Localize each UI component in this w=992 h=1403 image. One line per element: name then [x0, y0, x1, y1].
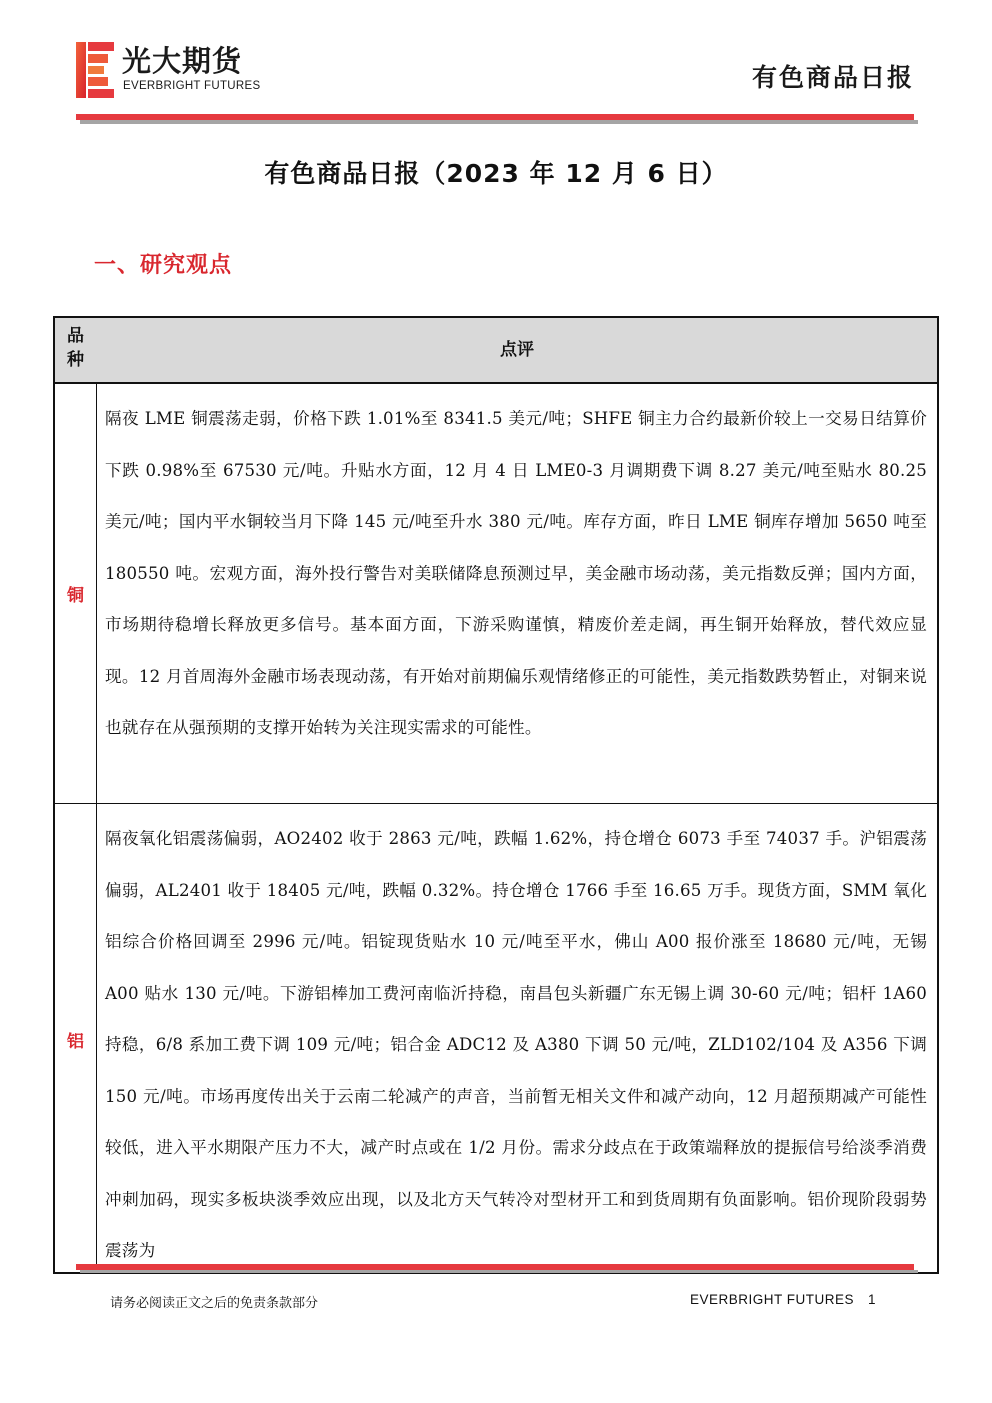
comment-cell: 隔夜氧化铝震荡偏弱，AO2402 收于 2863 元/吨，跌幅 1.62%，持仓增仓 6073 手至 74037 手。沪铝震荡偏弱，AL2401 收于 18405 元/吨，跌幅 0.32%。持仓增仓 1766 手至 16.65 万手。现货方面，SMM 氧化铝综合价格回调至 2996 元/吨。铝锭现货贴水 10 元/吨至平水，佛山 A00 报价涨至 18680 元/吨，无锡 A00 贴水 130 元/吨。下游铝棒加工费河南临沂持稳，南昌包头新疆广东无锡上调 30-60 元/吨；铝杆 1A60 持稳，6/8 系加工费下调 109 元/吨；铝合金 ADC12 及 A380 下调 50 元/吨，ZLD102/104 及 A356 下调 150 元/吨。市场再度传出关于云南二轮减产的声音，当前暂无相关文件和减产动向，12 月超预期减产可能性较低，进入平水期限产压力不大，减产时点或在 1/2 月份。需求分歧点在于政策端释放的提振信号给淡季消费冲刺加码，现实多板块淡季效应出现，以及北方天气转冷对型材开工和到货周期有负面影响。铝价现阶段弱势震荡为	[105, 829, 927, 1260]
table-row	[55, 384, 937, 804]
logo-english-name: EVERBRIGHT FUTURES	[123, 80, 261, 92]
commentary-table	[53, 316, 939, 1274]
comment-cell: 隔夜 LME 铜震荡走弱，价格下跌 1.01%至 8341.5 美元/吨；SHFE 铜主力合约最新价较上一交易日结算价下跌 0.98%至 67530 元/吨。升贴水方面，12 月 4 日 LME0-3 月调期费下调 8.27 美元/吨至贴水 80.25 美元/吨；国内平水铜较当月下降 145 元/吨至升水 380 元/吨。库存方面，昨日 LME 铜库存增加 5650 吨至 180550 吨。宏观方面，海外投行警告对美联储降息预测过早，美金融市场动荡，美元指数反弹；国内方面，市场期待稳增长释放更多信号。基本面方面，下游采购谨慎，精废价差走阔，再生铜开始释放，替代效应显现。12 月首周海外金融市场表现动荡，有开始对前期偏乐观情绪修正的可能性，美元指数跌势暂止，对铜来说也就存在从强预期的支撑开始转为关注现实需求的可能性。	[105, 409, 927, 737]
header-divider-shadow	[80, 120, 918, 124]
footer-brand	[690, 1292, 876, 1307]
document-title: 有色商品日报（2023 年 12 月 6 日）	[264, 159, 728, 188]
variety-cell: 铜	[67, 586, 84, 606]
table-row	[55, 804, 937, 1274]
table-header	[55, 318, 937, 384]
footer-divider-shadow	[80, 1270, 918, 1273]
header-variety-char: 种	[67, 350, 84, 370]
footer-brand-text: EVERBRIGHT FUTURES	[689, 1292, 854, 1307]
footer-disclaimer: 请务必阅读正文之后的免责条款部分	[110, 1296, 319, 1311]
header-comment: 点评	[500, 340, 534, 360]
report-name: 有色商品日报	[751, 63, 914, 92]
header-variety-char: 品	[67, 326, 84, 346]
section-heading: 一、研究观点	[94, 253, 233, 278]
company-logo	[76, 42, 296, 98]
page-number: 1	[867, 1292, 876, 1307]
variety-cell: 铝	[67, 1031, 84, 1052]
logo-chinese-name: 光大期货	[122, 44, 243, 78]
everbright-logo-icon	[76, 42, 116, 98]
header-variety	[55, 324, 96, 372]
